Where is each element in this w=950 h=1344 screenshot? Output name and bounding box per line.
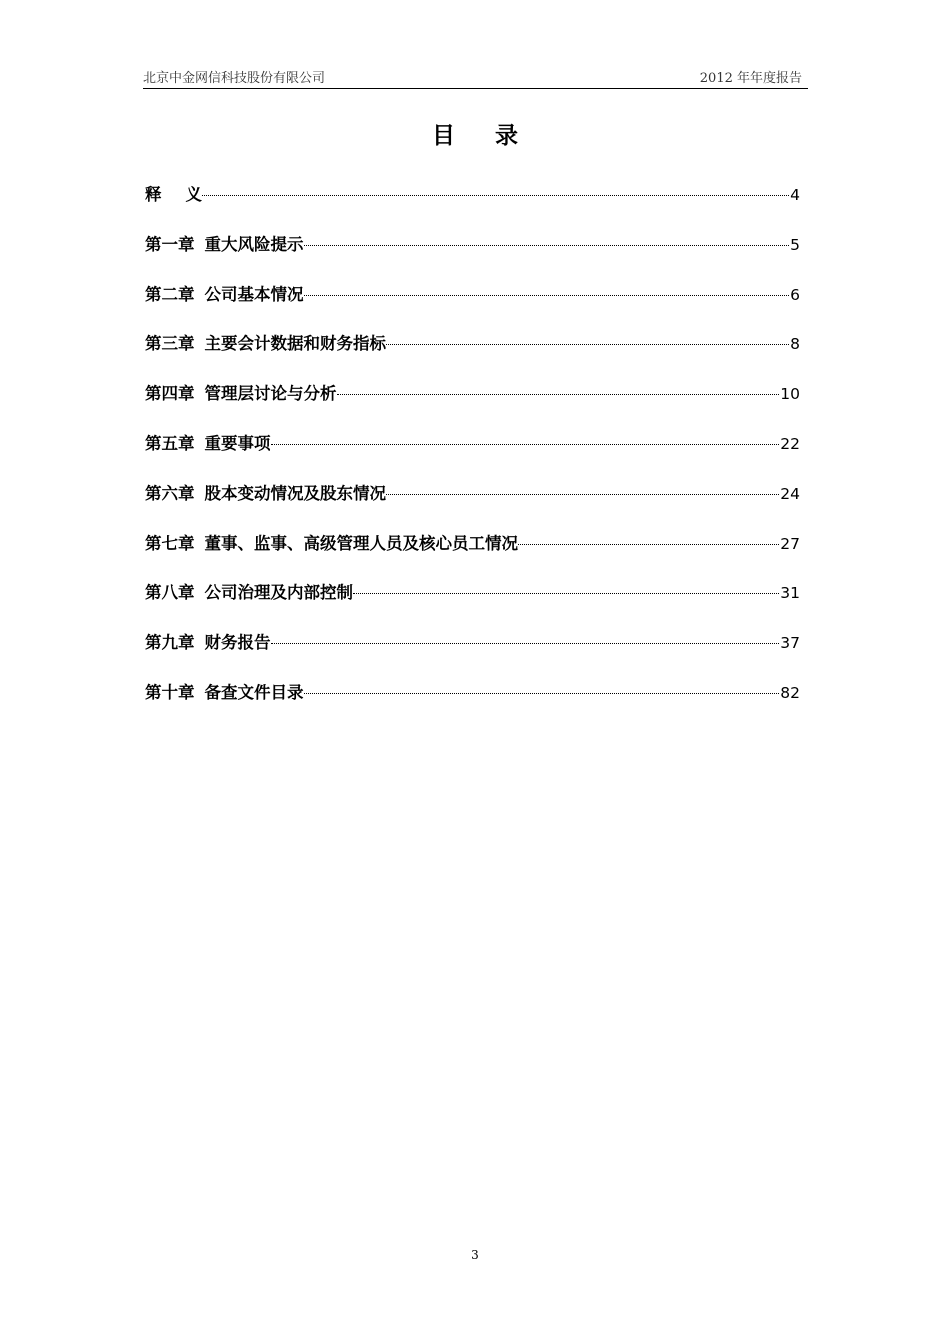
toc-item-chapter-1[interactable]: [145, 231, 800, 281]
report-name: 2012 年年度报告: [699, 71, 802, 86]
toc-leader-dots: [271, 443, 780, 445]
toc-title: [0, 117, 950, 150]
page-number-footer: 3: [471, 1248, 479, 1262]
toc-chapter-number: 第三章: [145, 334, 195, 354]
toc-leader-dots: [386, 493, 779, 495]
toc-leader-dots: [337, 393, 780, 395]
toc-item-label: [145, 480, 386, 504]
toc-item-label: [145, 380, 337, 404]
toc-page-number: 10: [780, 385, 800, 404]
toc-item-label: [145, 430, 271, 454]
toc-leader-dots: [304, 294, 790, 296]
toc-chapter-number: 第八章: [145, 583, 195, 603]
toc-item-label: [145, 330, 386, 354]
toc-chapter-number: 第一章: [145, 234, 195, 254]
toc-chapter-title: 财务报告: [204, 633, 271, 653]
toc-chapter-title: 重大风险提示: [204, 234, 304, 254]
toc-item-chapter-8[interactable]: [145, 579, 800, 629]
toc-item-label: [145, 579, 353, 603]
toc-leader-dots: [386, 343, 789, 345]
toc-page-number: 37: [780, 634, 800, 653]
toc-chapter-title: 管理层讨论与分析: [204, 384, 337, 404]
toc-leader-dots: [353, 592, 779, 594]
company-name: 北京中金网信科技股份有限公司: [143, 71, 326, 86]
toc-item-label: [145, 679, 304, 703]
toc-definitions-char-1: 释: [145, 185, 162, 204]
toc-page-number: 22: [780, 434, 800, 453]
toc-page-number: 8: [790, 335, 800, 354]
toc-item-chapter-10[interactable]: [145, 679, 800, 729]
toc-page-number: 4: [790, 186, 800, 204]
toc-leader-dots: [202, 194, 789, 196]
toc-page-number: 5: [790, 235, 800, 254]
toc-page-number: 24: [780, 484, 800, 503]
toc-leader-dots: [271, 642, 780, 644]
toc-chapter-number: 第二章: [145, 284, 195, 304]
toc-definitions-char-2: 义: [185, 185, 202, 204]
toc-item-label: [145, 530, 518, 554]
toc-item-chapter-3[interactable]: [145, 330, 800, 380]
toc-item-chapter-9[interactable]: [145, 629, 800, 679]
toc-item-chapter-7[interactable]: [145, 530, 800, 580]
toc-page-number: 6: [790, 285, 800, 304]
toc-chapter-title: 备查文件目录: [204, 682, 304, 702]
toc-item-chapter-6[interactable]: [145, 480, 800, 530]
toc-chapter-number: 第四章: [145, 384, 195, 404]
toc-page-number: 27: [780, 534, 800, 553]
toc-title-char-1: 目: [432, 123, 455, 149]
toc-chapter-number: 第七章: [145, 533, 195, 553]
toc-leader-dots: [518, 543, 779, 545]
toc-chapter-title: 公司基本情况: [204, 284, 304, 304]
toc-chapter-title: 公司治理及内部控制: [204, 583, 353, 603]
toc-page-number: 31: [780, 584, 800, 603]
toc-chapter-number: 第十章: [145, 682, 195, 702]
toc-item-label: [145, 281, 304, 305]
toc-chapter-number: 第五章: [145, 433, 195, 453]
toc-chapter-number: 第九章: [145, 633, 195, 653]
toc-page-number: 82: [780, 683, 800, 702]
toc-chapter-title: 董事、监事、高级管理人员及核心员工情况: [204, 533, 518, 553]
toc-title-char-2: 录: [495, 123, 518, 149]
table-of-contents: [145, 181, 800, 729]
toc-item-chapter-2[interactable]: [145, 281, 800, 331]
toc-chapter-number: 第六章: [145, 483, 195, 503]
toc-chapter-title: 重要事项: [204, 433, 271, 453]
toc-item-label: [145, 231, 304, 255]
toc-item-label: [145, 629, 271, 653]
toc-item-chapter-4[interactable]: [145, 380, 800, 430]
toc-leader-dots: [304, 244, 790, 246]
toc-item-chapter-5[interactable]: [145, 430, 800, 480]
page-header: [143, 64, 808, 89]
toc-chapter-title: 股本变动情况及股东情况: [204, 483, 386, 503]
toc-leader-dots: [304, 692, 780, 694]
toc-item-label: [145, 181, 202, 205]
toc-chapter-title: 主要会计数据和财务指标: [204, 334, 386, 354]
toc-item-definitions[interactable]: [145, 181, 800, 231]
